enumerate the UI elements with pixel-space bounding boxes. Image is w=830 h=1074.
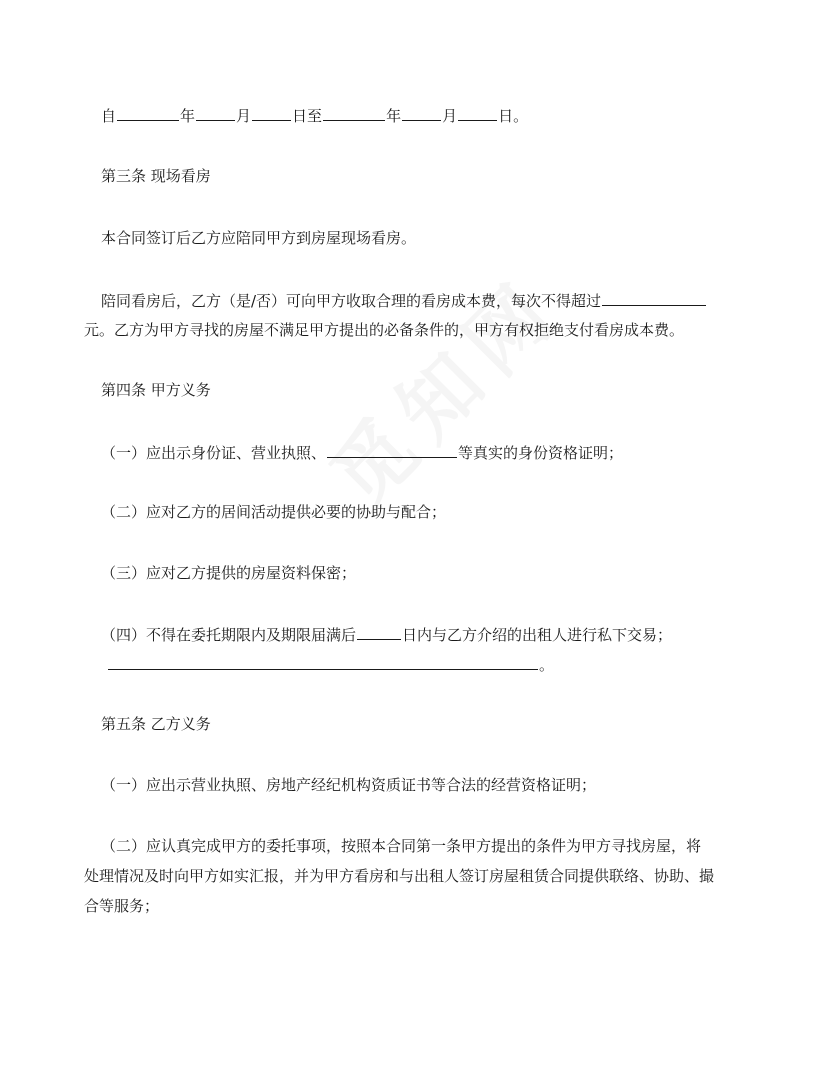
term-year-label: 年 [386, 107, 402, 125]
article-4-item-1-suffix: 等真实的身份资格证明； [458, 444, 624, 462]
article-3-para-1: 本合同签订后乙方应陪同甲方到房屋现场看房。 [101, 229, 417, 247]
blank-start-month[interactable] [196, 105, 235, 121]
article-5-title: 第五条 乙方义务 [101, 715, 211, 733]
article-4-item-4 [101, 624, 672, 645]
article-4-item-4-text: （四）不得在委托期限内及期限届满后 [101, 626, 357, 644]
article-3-para-2-line-1 [101, 290, 707, 311]
article-4-item-2: （二）应对乙方的居间活动提供必要的协助与配合； [101, 503, 447, 521]
article-4-item-3: （三）应对乙方提供的房屋资料保密； [101, 564, 357, 582]
term-month-label: 月 [442, 107, 458, 125]
article-5-item-2-line-2: 处理情况及时向甲方如实汇报，并为甲方看房和与出租人签订房屋租赁合同提供联络、协助、撮 [84, 867, 715, 885]
term-day-end-label: 日。 [498, 107, 529, 125]
article-4-item-4-line-2 [107, 654, 554, 675]
article-3-title: 第三条 现场看房 [101, 167, 211, 185]
article-4-title: 第四条 甲方义务 [101, 381, 211, 399]
article-5-item-2-line-3: 合等服务； [84, 897, 160, 915]
term-month-label: 月 [236, 107, 252, 125]
article-3-para-2-text: 陪同看房后，乙方（是/否）可向甲方收取合理的看房成本费，每次不得超过 [101, 292, 602, 310]
blank-viewing-fee[interactable] [602, 290, 706, 306]
blank-end-month[interactable] [402, 105, 441, 121]
blank-start-year[interactable] [117, 105, 179, 121]
article-3-para-2-line-2: 元。乙方为甲方寻找的房屋不满足甲方提出的必备条件的，甲方有权拒绝支付看房成本费。 [84, 321, 685, 339]
blank-start-day[interactable] [252, 105, 291, 121]
blank-end-year[interactable] [323, 105, 385, 121]
article-5-item-1: （一）应出示营业执照、房地产经纪机构资质证书等合法的经营资格证明； [101, 776, 597, 794]
article-5-item-2-line-1: （二）应认真完成甲方的委托事项，按照本合同第一条甲方提出的条件为甲方寻找房屋，将 [101, 837, 702, 855]
blank-other-obligations[interactable] [108, 654, 538, 670]
blank-days[interactable] [357, 624, 401, 640]
article-4-item-1 [101, 442, 623, 463]
term-day-to-label: 日至 [292, 107, 323, 125]
term-year-label: 年 [180, 107, 196, 125]
term-line [101, 105, 528, 126]
term-from: 自 [101, 107, 117, 125]
article-4-item-1-text: （一）应出示身份证、营业执照、 [101, 444, 327, 462]
article-4-item-4-end: 。 [539, 656, 555, 674]
blank-end-day[interactable] [458, 105, 497, 121]
blank-identity-docs[interactable] [327, 442, 457, 458]
article-4-item-4-suffix: 日内与乙方介绍的出租人进行私下交易； [402, 626, 673, 644]
